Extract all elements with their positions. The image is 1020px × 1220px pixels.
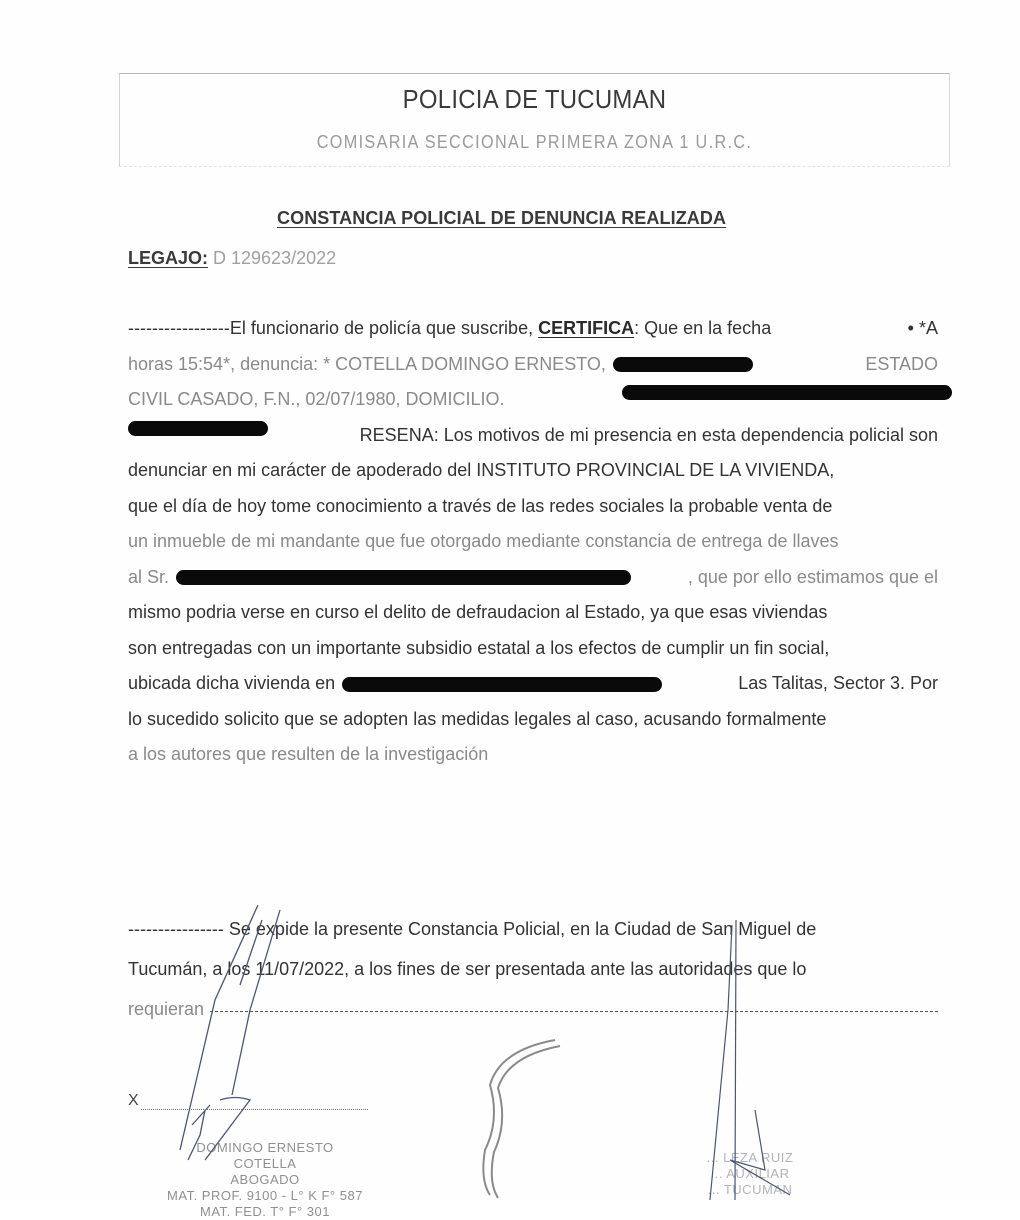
body-line [128, 492, 938, 528]
body-text: a los autores que resulten de la investigación [128, 744, 489, 764]
official-seal-icon [483, 1040, 560, 1198]
body-line-segment [128, 350, 755, 386]
stamp-line: ... TUCUMAN [707, 1182, 793, 1197]
statement-body [128, 314, 938, 776]
body-line [128, 385, 938, 421]
body-line-segment [128, 669, 664, 705]
legajo-value: D 129623/2022 [208, 248, 337, 268]
legajo-field [128, 248, 336, 269]
body-line [128, 527, 938, 563]
body-text: mismo podria verse en curso el delito de defraudacion al Estado, ya que esas viviendas [128, 602, 828, 622]
body-line [128, 740, 938, 776]
body-text: , que por ello estimamos que el [687, 566, 938, 587]
legajo-label: LEGAJO: [128, 248, 209, 268]
body-line-segment [128, 563, 633, 599]
body-line [128, 705, 938, 741]
body-text: -----------------El funcionario de policía que suscribe, [128, 318, 534, 338]
body-text: que el día de hoy tome conocimiento a través de las redes sociales la probable venta de [128, 495, 833, 516]
body-text: horas 15:54*, denuncia: * COTELLA DOMINGO ERNESTO, [128, 353, 606, 374]
body-text: al Sr. [128, 566, 170, 587]
body-line [128, 634, 938, 670]
stamp-line: ... AUXILIAR [710, 1166, 790, 1181]
closing-line [128, 955, 938, 995]
stamp-line: MAT. FED. T° F° 301 [200, 1204, 330, 1219]
lawyer-stamp [165, 1140, 365, 1220]
body-text: RESENA: Los motivos de mi presencia en esta dependencia policial son [359, 424, 938, 445]
body-line [128, 598, 938, 634]
body-text: CIVIL CASADO, F.N., 02/07/1980, DOMICILIO. [128, 389, 505, 409]
closing-paragraph [128, 915, 938, 1035]
redaction-name [176, 570, 631, 585]
certifica-keyword: CERTIFICA [538, 318, 635, 338]
signature-x-marker: X [128, 1092, 139, 1109]
body-line [128, 563, 938, 599]
closing-text: Tucumán, a los 11/07/2022, a los fines de ser presentada ante las autoridades que lo [128, 959, 807, 979]
body-text: ESTADO [865, 353, 938, 374]
institution-name: POLICIA DE TUCUMAN [402, 84, 667, 114]
closing-line [128, 995, 938, 1035]
body-text: Las Talitas, Sector 3. Por [738, 673, 938, 693]
redaction-dni [613, 357, 753, 372]
stamp-line: MAT. PROF. 9100 - L° K F° 587 [167, 1188, 363, 1203]
body-text: un inmueble de mi mandante que fue otorgado mediante constancia de entrega de llaves [128, 531, 839, 551]
redaction-phone [128, 421, 268, 436]
body-line [128, 314, 938, 350]
body-text: son entregadas con un importante subsidio estatal a los efectos de cumplir un fin social, [128, 637, 830, 658]
redaction-address [622, 385, 952, 400]
department-name: COMISARIA SECCIONAL PRIMERA ZONA 1 U.R.C. [316, 132, 753, 152]
body-line-segment [128, 314, 771, 350]
closing-text: requieran [128, 999, 205, 1019]
redaction-property-address [342, 677, 662, 692]
closing-line [128, 915, 938, 955]
officer-stamp [650, 1150, 850, 1198]
body-line [128, 669, 938, 705]
signature-line-complainant [128, 1092, 368, 1110]
body-text: denunciar en mi carácter de apoderado del INSTITUTO PROVINCIAL DE LA VIVIENDA, [128, 460, 835, 480]
letterhead-box [119, 73, 950, 167]
document-title: CONSTANCIA POLICIAL DE DENUNCIA REALIZADA [277, 208, 727, 228]
body-text: : Que en la fecha [634, 318, 772, 338]
body-text: ubicada dicha vivienda en [128, 673, 336, 693]
body-text: lo sucedido solicito que se adopten las medidas legales al caso, acusando formalmente [128, 708, 827, 729]
stamp-line: ... LEZA RUIZ [706, 1150, 794, 1165]
body-text: • *A [907, 318, 938, 338]
closing-text: ---------------- Se expide la presente Constancia Policial, en la Ciudad de San Miguel de [128, 919, 817, 939]
body-line [128, 456, 938, 492]
body-line [128, 350, 938, 386]
stamp-line: ABOGADO [230, 1172, 300, 1187]
signature-dotted-line [141, 1097, 368, 1110]
stamp-line: DOMINGO ERNESTO COTELLA [196, 1140, 334, 1171]
body-line [128, 421, 938, 457]
dash-filler [210, 995, 938, 1012]
